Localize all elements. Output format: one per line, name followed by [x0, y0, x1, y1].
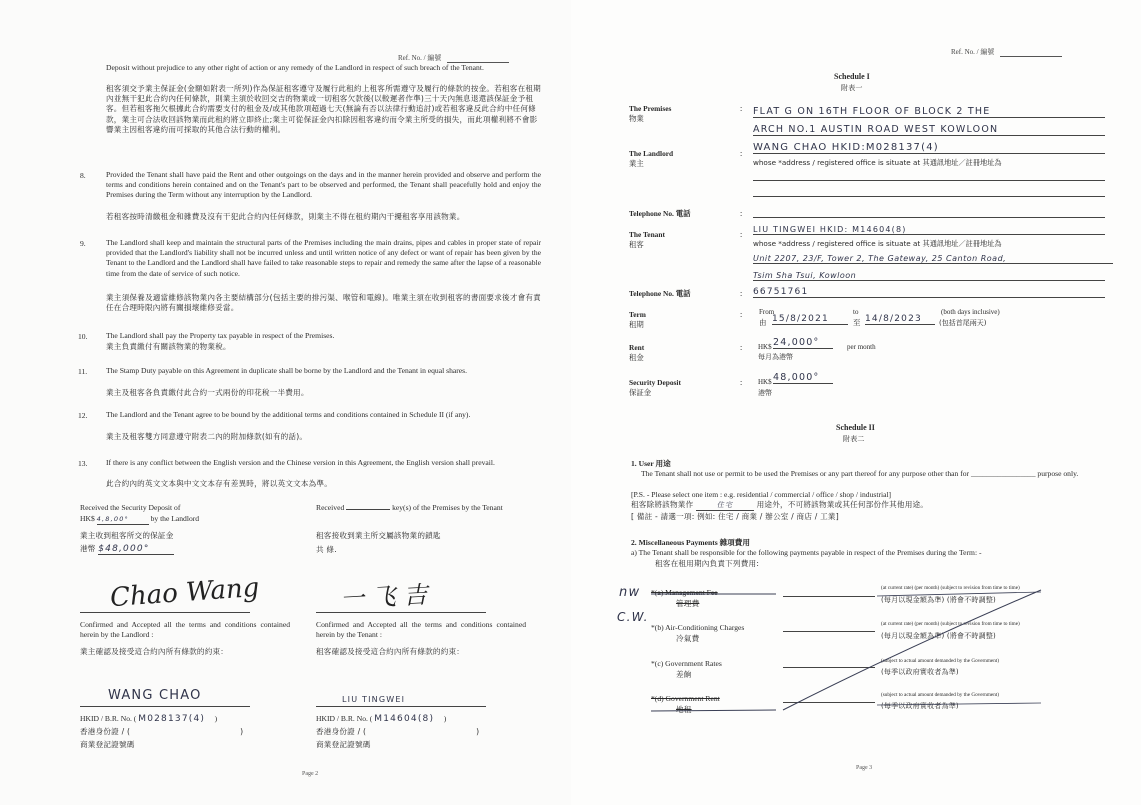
item-a-zh: 管理費 [676, 599, 700, 608]
tenant-label: The Tenant [629, 230, 665, 239]
user-heading: 1. User 用途 [631, 459, 671, 468]
from-label: From [759, 308, 775, 316]
landlord-address-note: whose *address / registered office is situate at 其通訊地址／註冊地址為 [753, 158, 1002, 167]
deposit-received-zh: 業主收到租客所交的保証金 [80, 531, 174, 540]
user-note-en: [P.S. - Please select one item : e.g. residential / commercial / office / shop / industrial] [631, 490, 892, 499]
clause-10-number: 10. [78, 332, 88, 341]
hkid-zh-label: 香港身份證 / ( [80, 727, 131, 736]
tenant-address-hw-1: Unit 2207, 23/F, Tower 2, The Gateway, 25 Canton Road, [753, 254, 1113, 264]
item-c-zh: 差餉 [676, 670, 692, 679]
hk-zh-prefix: 港幣 [80, 544, 96, 553]
item-d-en: *(d) Government Rent [651, 694, 720, 703]
security-colon: : [740, 378, 743, 387]
landlord-br-zh: 商業登記證號碼 [80, 740, 135, 749]
hkid-zh-label: 香港身份證 / ( [316, 727, 367, 736]
ref-label: Ref. No. / 編號 [398, 54, 442, 62]
tenant-name-line [316, 706, 486, 707]
tenant-telephone-label: Telephone No. 電話 [629, 289, 691, 298]
misc-heading: 2. Miscellaneous Payments 雜項費用 [631, 538, 750, 547]
schedule2-zh: 附表二 [843, 435, 865, 443]
confirm-tenant-en: Confirmed and Accepted all the terms and conditions contained herein by the Tenant : [316, 620, 526, 640]
item-c-note-zh: (每季以政府實收者為準) [881, 668, 959, 676]
both-days-label: (both days inclusive) [941, 308, 1000, 316]
clause-9-zh: 業主須保養及適當維修該物業內各主要結構部分(包括主要的排污渠、喉管和電線)。唯業主須在收到租客的書面要求後才會有責任在合理時限內將有關損壞維修妥當。 [106, 293, 541, 313]
landlord-hkid-hw: M028137(4) [138, 714, 206, 724]
deposit-para-en: Deposit without prejudice to any other right of action or any remedy of the Landlord in respect of such breach of the Tenant. [106, 63, 484, 72]
landlord-name-hw: WANG CHAO [108, 688, 202, 703]
item-d-note-en: (subject to actual amount demanded by the Government) [881, 692, 999, 698]
landlord-colon: : [740, 149, 743, 158]
keys-zh: 租客接收到業主所交屬該物業的鎖匙 [316, 531, 441, 540]
item-d-note-zh: (每季以政府實收者為準) [881, 702, 959, 710]
clause-13-zh: 此合約內的英文文本與中文文本存有差異時，將以英文文本為準。 [106, 479, 333, 488]
tenant-zh: 租客 [629, 240, 644, 249]
security-deposit-label: Security Deposit [629, 378, 681, 387]
deposit-para-zh: 租客須交予業主保証金(金額如附表一所列)作為保証租客遵守及履行此租約上租客所需遵守及履行的條款的按金。若租客在租期內並無干犯此合約內任何條款，則業主須於收回交吉的物業或一切租客欠款後(以較遲者作準)三十天內無息退還該保証金予租客。但若租客拖欠根據此合約需要支付的租金及/或其他款項超過七天(無論有否以法律行動追討)或若租客違反此合約中任何條款，業主可合法收回該物業而此租約將立即終止;業主可從保証金內扣除因租客違約而令業主所受的損失，而此項權利將不會影響業主因租客違約而可採取的其他合法行動的權利。 [106, 84, 541, 134]
clause-12-zh: 業主及租客雙方同意遵守附表二內的附加條款(如有的話)。 [106, 432, 308, 441]
deposit-amount-line [80, 514, 280, 525]
confirm-tenant-zh: 租客確認及接受這合約內所有條款的約束： [316, 647, 465, 656]
rent-zh: 租金 [629, 353, 644, 362]
tenant-phone-hw: 66751761 [753, 287, 1105, 298]
premises-hw-1: FLAT G ON 16TH FLOOR OF BLOCK 2 THE [753, 106, 1105, 118]
page-number-right: Page 3 [856, 765, 873, 771]
clause-11-number: 11. [78, 367, 88, 376]
clause-12-en: The Landlord and the Tenant agree to be bound by the additional terms and conditions contained in Schedule II (if any). [106, 410, 471, 419]
landlord-label: The Landlord [629, 149, 674, 158]
landlord-signature-line [80, 612, 250, 613]
clause-13-number: 13. [78, 459, 88, 468]
landlord-zh: 業主 [629, 159, 644, 168]
clause-9-number: 9. [80, 239, 86, 248]
clause-12-number: 12. [78, 411, 88, 420]
hkid-label: HKID / B.R. No. ( [80, 714, 137, 723]
schedule2-title: Schedule II [836, 423, 875, 432]
clause-9-en: The Landlord shall keep and maintain the structural parts of the Premises including the main drains, pipes and cables in proper state of repair provided that the Landlord's liability shall not be incurred unless and until written notice of any defect or want of repair has been given by the Tenant to the Landlord and the Landlord shall have failed to take reasonable steps to repair and remedy the same after the lapse of a reasonable time from the date of service of such notice. [106, 238, 541, 278]
premises-colon: : [740, 104, 743, 113]
misc-a-zh: 租客在租用期內負責下列費用: [655, 559, 760, 568]
item-a-note-en: (at current rate) (per month) (subject to revision from time to time) [881, 585, 1020, 591]
schedule1-title: Schedule I [834, 72, 870, 81]
clause-13-en: If there is any conflict between the English version and the Chinese version in this Agreement, the English version shall prevail. [106, 458, 495, 467]
item-a-note-zh: (每月以現金額為準) (將會不時調整) [881, 596, 996, 604]
rent-hkd-label: HK$ [758, 343, 772, 351]
ref-no-left [398, 53, 509, 63]
deposit-amount-hw: 4,8,00° [97, 514, 149, 525]
keys-zh-count: 共 條. [316, 545, 337, 554]
hk-prefix: HK$ [80, 514, 95, 523]
misc-a-en: a) The Tenant shall be responsible for the following payments payable in respect of the Premises during the Term: - [631, 548, 982, 557]
ref-label: Ref. No. / 編號 [951, 48, 995, 56]
item-c-note-en: (subject to actual amount demanded by the Government) [881, 658, 999, 664]
landlord-name-line [80, 706, 250, 707]
item-c-en: *(c) Government Rates [651, 659, 722, 668]
hkid-label: HKID / B.R. No. ( [316, 714, 373, 723]
tenant-br-zh: 商業登記證號碼 [316, 740, 371, 749]
by-landlord-label: by the Landlord [150, 514, 200, 523]
premises-hw-2: ARCH NO.1 AUSTIN ROAD WEST KOWLOON [753, 124, 1105, 136]
tenant-name-hw: LIU TINGWEI [342, 695, 406, 704]
initials-1-hw: nw [619, 585, 641, 600]
user-zh-2: 用途外，不可將該物業或其任何部份作其他用途。 [756, 500, 929, 509]
security-deposit-zh: 保証金 [629, 388, 652, 397]
item-b-note-en: (at current rate) (per month) (subject to revision from time to time) [881, 621, 1020, 627]
clause-10-zh: 業主負責繳付有關該物業的物業稅。 [106, 342, 231, 351]
item-b-en: *(b) Air-Conditioning Charges [651, 623, 745, 632]
security-amount-hw: 48,000° [773, 372, 833, 384]
tenant-hw: LIU TINGWEI HKID: M14604(8) [753, 225, 1105, 235]
clause-8-number: 8. [80, 171, 86, 180]
per-month-label: per month [847, 343, 876, 351]
keys-suffix: key(s) of the Premises by the Tenant [392, 503, 503, 512]
strike-through-marks [571, 0, 1141, 805]
landlord-signature: Chao Wang [109, 572, 261, 614]
landlord-hkid-zh: 香港身份證 / ( ) [80, 727, 244, 736]
rent-label: Rent [629, 343, 645, 352]
page-number-left: Page 2 [302, 771, 319, 777]
telephone-colon: : [740, 209, 743, 218]
initials-2-hw: C.W. [617, 610, 649, 624]
tenant-signature: 一 飞 吉 [339, 580, 429, 614]
clause-11-zh: 業主及租客各負責繳付此合約一式兩份的印花稅一半費用。 [106, 388, 309, 397]
term-label: Term [629, 310, 646, 319]
term-zh: 租期 [629, 320, 644, 329]
security-hkd-label: HK$ [758, 378, 772, 386]
received-label: Received [316, 503, 345, 512]
item-a-en: *(a) Management Fee [651, 588, 718, 597]
confirm-landlord-zh: 業主確認及接受這合約內所有條款的約束： [80, 647, 229, 656]
clause-10-en: The Landlord shall pay the Property tax payable in respect of the Premises. [106, 331, 335, 340]
item-d-zh: 地租 [676, 705, 692, 714]
user-en: The Tenant shall not use or permit to be used the Premises or any part thereof for any purpose other than for _________________ purpose only. [641, 469, 1079, 478]
deposit-zh-amount-hw: $48,000° [98, 544, 174, 555]
tenant-hkid: HKID / B.R. No. ( M14604(8) ) [316, 714, 447, 724]
rent-colon: : [740, 343, 743, 352]
tenant-address-note: whose *address / registered office is situate at 其通訊地址／註冊地址為 [753, 239, 1002, 248]
both-days-zh: (包括首尾兩天) [939, 319, 987, 327]
user-zh-hw: 住宅 [696, 500, 754, 511]
telephone-label: Telephone No. 電話 [629, 209, 691, 218]
user-note-zh: [ 備註 - 請選一項: 例如: 住宅 / 商業 / 辦公室 / 商店 / 工業] [631, 512, 839, 521]
tenant-address-hw-2: Tsim Sha Tsui, Kowloon [753, 271, 1105, 281]
from-date-hw: 15/8/2021 [772, 314, 848, 325]
item-b-note-zh: (每月以現金額為準) (將會不時調整) [881, 632, 996, 640]
user-zh: 租客除將該物業作 [631, 500, 694, 509]
received-keys-en [316, 503, 556, 513]
clause-11-en: The Stamp Duty payable on this Agreement in duplicate shall be borne by the Landlord and the Tenant in equal shares. [106, 366, 467, 375]
security-hkd-zh: 港幣 [758, 389, 772, 397]
item-b-zh: 冷氣費 [676, 634, 700, 643]
schedule1-zh: 附表一 [841, 84, 863, 92]
landlord-hw: WANG CHAO HKID:M028137(4) [753, 142, 1105, 154]
rent-amount-hw: 24,000° [773, 337, 833, 349]
term-colon: : [740, 310, 743, 319]
received-deposit-en: Received the Security Deposit of [80, 503, 181, 512]
clause-8-en: Provided the Tenant shall have paid the Rent and other outgoings on the days and in the manner herein provided and observe and perform the terms and conditions herein contained and on the Tenant's part to be observed and performed, the Tenant shall peacefully hold and enjoy the Premises during the Term without any interruption by the Landlord. [106, 170, 541, 200]
right-page [571, 0, 1141, 805]
clause-8-zh: 若租客按時清繳租金和雜費及沒有干犯此合約內任何條款，則業主不得在租約期內干擾租客享用該物業。 [106, 212, 465, 221]
landlord-hkid: HKID / B.R. No. ( M028137(4) ) [80, 714, 218, 724]
tenant-hkid-zh: 香港身份證 / ( ) [316, 727, 480, 736]
deposit-hk-zh-line [80, 544, 174, 555]
tenant-hkid-hw: M14604(8) [374, 714, 435, 724]
per-month-zh: 每月為港幣 [758, 353, 793, 361]
premises-label: The Premises [629, 104, 672, 113]
tenant-telephone-colon: : [740, 289, 743, 298]
tenant-signature-line [316, 612, 486, 613]
to-zh: 至 [853, 318, 861, 327]
tenant-colon: : [740, 230, 743, 239]
confirm-landlord-en: Confirmed and Accepted all the terms and conditions contained herein by the Landlord : [80, 620, 290, 640]
premises-zh: 物業 [629, 114, 644, 123]
to-date-hw: 14/8/2023 [865, 314, 935, 325]
from-zh: 由 [759, 318, 767, 327]
to-label: to [853, 308, 859, 316]
